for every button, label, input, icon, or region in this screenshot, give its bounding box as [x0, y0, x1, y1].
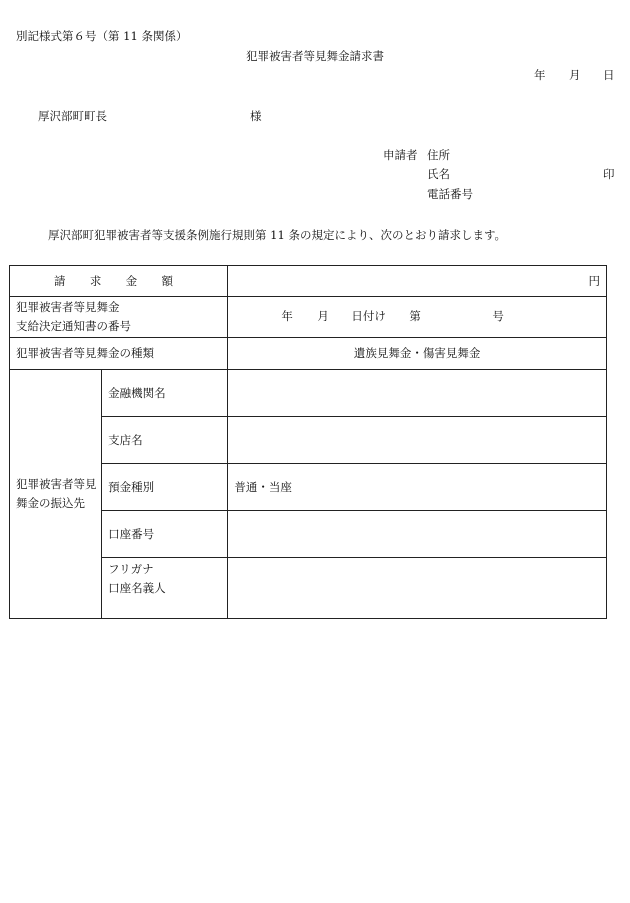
account-name-label: 口座名義人 [108, 580, 166, 595]
phone-label: 電話番号 [427, 187, 473, 201]
bank-label: 金融機関名 [108, 385, 166, 400]
notice-month-label: 月 [317, 309, 329, 323]
addressee-name: 厚沢部町町長 [38, 109, 107, 123]
type-value: 遺族見舞金・傷害見舞金 [353, 346, 481, 361]
account-number-label-cell [102, 511, 228, 558]
branch-label-cell [102, 417, 228, 464]
account-name-label-cell [102, 558, 228, 619]
amount-label: 請 求 金 額 [53, 273, 184, 288]
transfer-label-cell [10, 370, 102, 619]
bank-label-cell [102, 370, 228, 417]
amount-row [10, 266, 607, 297]
type-label-cell [10, 338, 228, 370]
amount-unit: 円 [588, 273, 600, 288]
deposit-type-label: 預金種別 [108, 479, 155, 494]
addressee-honorific: 様 [250, 109, 262, 123]
date-year-label: 年 [534, 68, 546, 82]
name-label: 氏名 [427, 167, 450, 181]
branch-input-cell[interactable] [228, 417, 607, 464]
branch-label: 支店名 [108, 432, 143, 447]
notice-number-cell[interactable] [228, 297, 607, 338]
account-number-label: 口座番号 [108, 526, 155, 541]
form-number: 別記様式第６号（第 11 条関係） [16, 29, 188, 43]
deposit-type-value-cell[interactable] [228, 464, 607, 511]
type-row [10, 338, 607, 370]
transfer-label-line2: 舞金の振込先 [16, 496, 85, 510]
notice-label-line1: 犯罪被害者等見舞金 [16, 300, 120, 315]
notice-dai-label: 第 [409, 309, 421, 323]
notice-go-label: 号 [492, 309, 504, 323]
applicant-label: 申請者 [383, 148, 418, 162]
document-title: 犯罪被害者等見舞金請求書 [246, 49, 384, 63]
furigana-label: フリガナ [108, 562, 154, 576]
type-value-cell[interactable] [228, 338, 607, 370]
notice-number-row [10, 297, 607, 338]
bank-row [10, 370, 607, 417]
type-label: 犯罪被害者等見舞金の種類 [16, 346, 154, 361]
address-label: 住所 [427, 148, 450, 162]
notice-day-label: 日付け [351, 309, 386, 323]
bank-input-cell[interactable] [228, 370, 607, 417]
deposit-type-label-cell [102, 464, 228, 511]
amount-input-cell[interactable] [228, 266, 607, 297]
date-month-label: 月 [569, 68, 581, 82]
claim-form-table [9, 265, 607, 619]
date-day-label: 日 [603, 68, 615, 82]
amount-label-cell [10, 266, 228, 297]
account-name-input-cell[interactable] [228, 558, 607, 619]
deposit-type-value: 普通・当座 [234, 479, 292, 494]
request-statement: 厚沢部町犯罪被害者等支援条例施行規則第 11 条の規定により、次のとおり請求します。 [48, 228, 507, 242]
notice-label-cell [10, 297, 228, 338]
account-number-input-cell[interactable] [228, 511, 607, 558]
notice-label-line2: 支給決定通知書の番号 [16, 319, 131, 333]
notice-year-label: 年 [281, 309, 293, 323]
seal-mark: 印 [603, 167, 615, 181]
transfer-label-line1: 犯罪被害者等見 [16, 477, 97, 492]
